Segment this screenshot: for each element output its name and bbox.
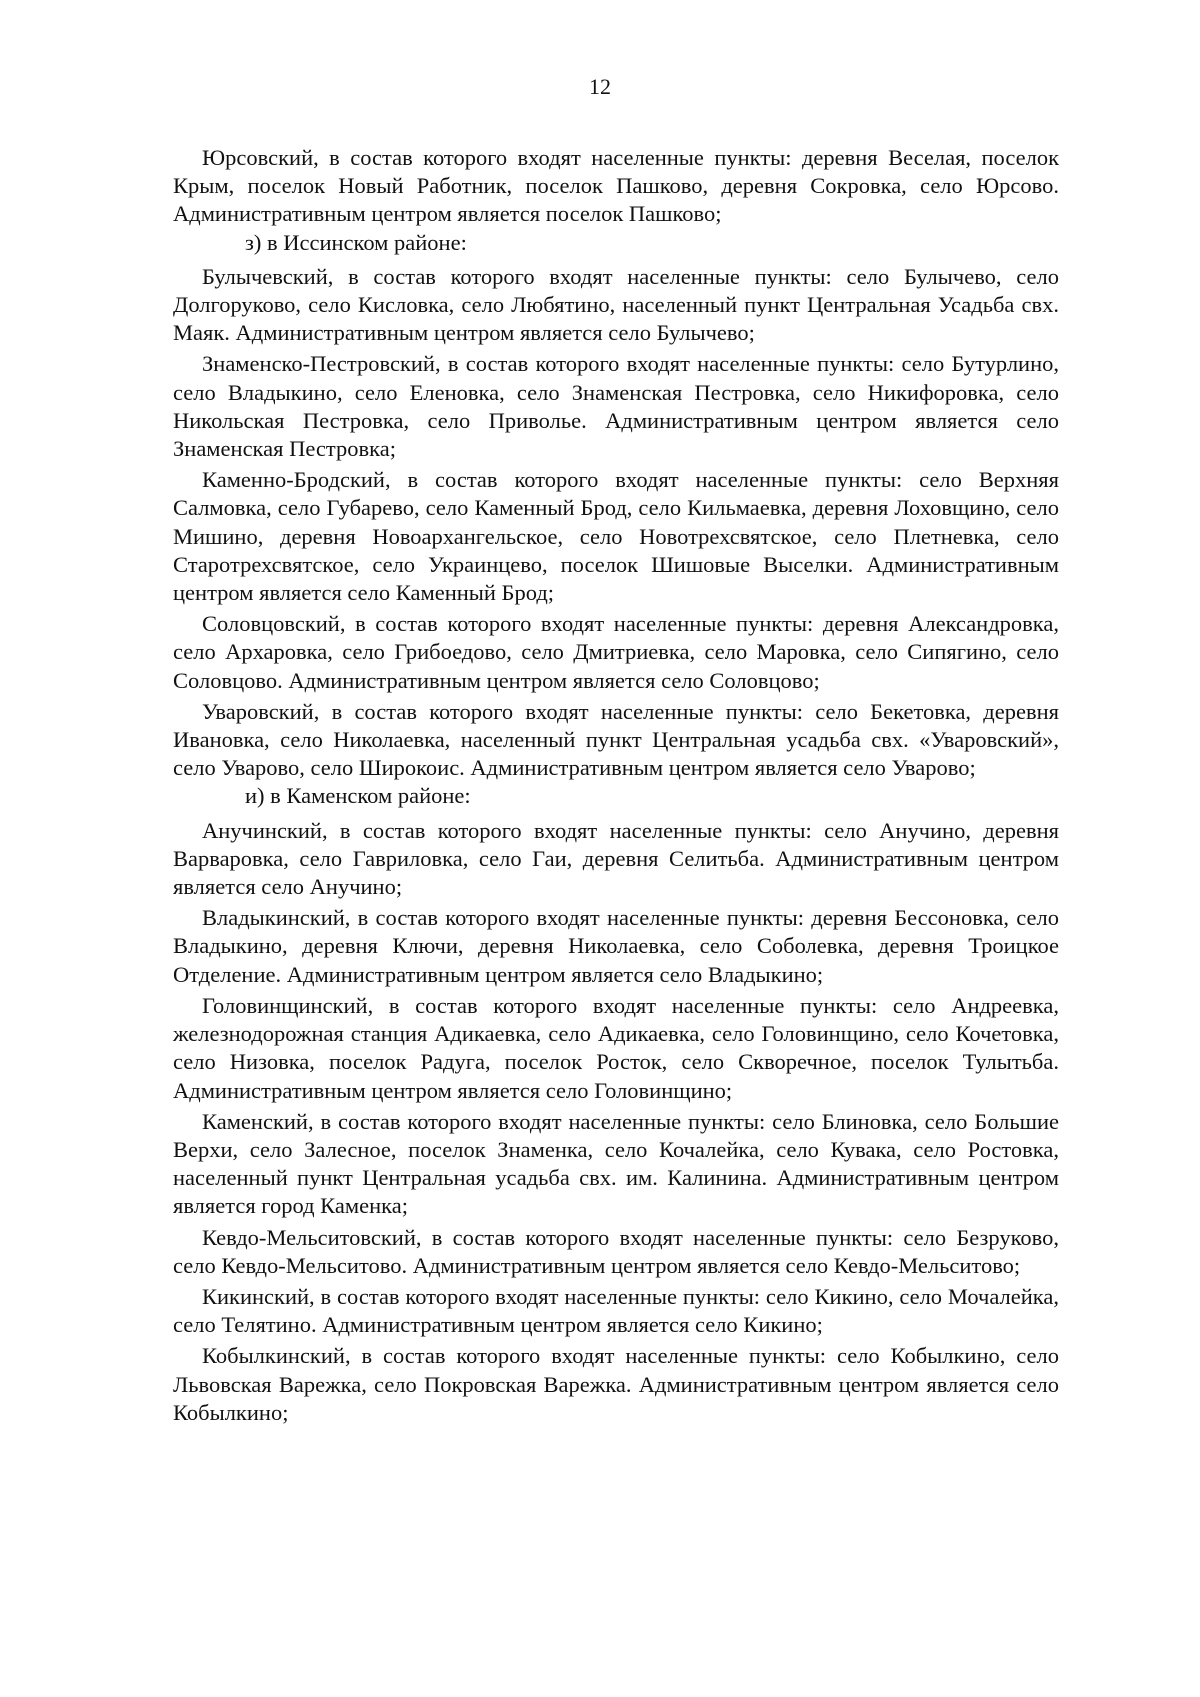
paragraph-kamenno-brodsky: Каменно-Бродский, в состав которого входят населенные пункты: село Верхняя Салмовка, село Губарево, село Каменный Брод, село Кильмаевка, деревня Лоховщино, село Мишино, деревня Новоархангельское, село Новотрехсвятское, село Плетневка, село Старотрехсвятское, село Украинцево, поселок Шишовые Выселки. Административным центром является село Каменный Брод; [173, 467, 1059, 606]
page-number: 12 [589, 74, 611, 99]
district-heading-issinsky: з) в Иссинском районе: [245, 229, 467, 255]
paragraph-bulychevsky: Булычевский, в состав которого входят населенные пункты: село Булычево, село Долгоруково, село Кисловка, село Любятино, населенный пункт Центральная Усадьба свх. Маяк. Административным центром является село Булычево; [173, 263, 1059, 346]
paragraph-kobylkinsky: Кобылкинский, в состав которого входят населенные пункты: село Кобылкино, село Львовская Варежка, село Покровская Варежка. Административным центром является село Кобылкино; [173, 1343, 1059, 1425]
paragraph-vladykinsky: Владыкинский, в состав которого входят населенные пункты: деревня Бессоновка, село Владыкино, деревня Ключи, деревня Николаевка, село Соболевка, деревня Троицкое Отделение. Административным центром является село Владыкино; [173, 905, 1059, 987]
document-body [173, 144, 1059, 1430]
paragraph-uvarovsky: Уваровский, в состав которого входят населенные пункты: село Бекетовка, деревня Ивановка, село Николаевка, населенный пункт Центральная усадьба свх. «Уваровский», село Уварово, село Широкоис. Административным центром является село Уварово; [173, 698, 1059, 781]
paragraph-solovtsovsky: Соловцовский, в состав которого входят населенные пункты: деревня Александровка, село Архаровка, село Грибоедово, село Дмитриевка, село Маровка, село Сипягино, село Соловцово. Административным центром является село Соловцово; [173, 611, 1059, 693]
paragraph-kikinsky: Кикинский, в состав которого входят населенные пункты: село Кикино, село Мочалейка, село Телятино. Административным центром является село Кикино; [173, 1283, 1059, 1338]
paragraph-kamensky: Каменский, в состав которого входят населенные пункты: село Блиновка, село Большие Верхи, село Залесное, поселок Знаменка, село Кочалейка, село Кувака, село Ростовка, населенный пункт Центральная усадьба свх. им. Калинина. Административным центром является город Каменка; [173, 1108, 1059, 1219]
paragraph-yursovsky: Юрсовский, в состав которого входят населенные пункты: деревня Веселая, поселок Крым, поселок Новый Работник, поселок Пашково, деревня Сокровка, село Юрсово. Административным центром является поселок Пашково; [173, 145, 1059, 227]
paragraph-znamensko-pestrovsky: Знаменско-Пестровский, в состав которого входят населенные пункты: село Бутурлино, село Владыкино, село Еленовка, село Знаменская Пестровка, село Никифоровка, село Никольская Пестровка, село Приволье. Административным центром является село Знаменская Пестровка; [173, 351, 1059, 462]
paragraph-anuchinsky: Анучинский, в состав которого входят населенные пункты: село Анучино, деревня Варваровка, село Гавриловка, село Гаи, деревня Селитьба. Административным центром является село Анучино; [173, 817, 1059, 900]
paragraph-kevdo-melsitovsky: Кевдо-Мельситовский, в состав которого входят населенные пункты: село Безруково, село Кевдо-Мельситово. Административным центром является село Кевдо-Мельситово; [173, 1224, 1059, 1278]
district-heading-kamensky: и) в Каменском районе: [245, 783, 471, 809]
paragraph-golovinshchinsky: Головинщинский, в состав которого входят населенные пункты: село Андреевка, железнодорожная станция Адикаевка, село Адикаевка, село Головинщино, село Кочетовка, село Низовка, поселок Радуга, поселок Росток, село Скворечное, поселок Тулытьба. Административным центром является село Головинщино; [173, 992, 1059, 1103]
